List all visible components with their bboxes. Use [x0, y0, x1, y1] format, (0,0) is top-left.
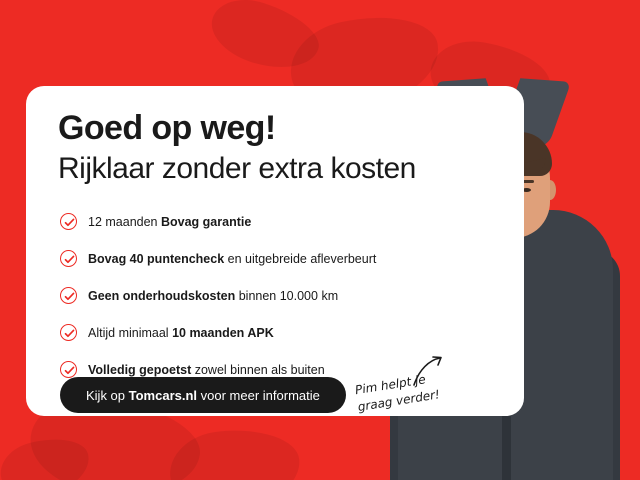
feature-text: Altijd minimaal 10 maanden APK [88, 325, 274, 340]
background-pattern-shape [203, 0, 326, 81]
feature-text: Volledig gepoetst zowel binnen als buiten [88, 362, 325, 377]
check-circle-icon [60, 250, 77, 267]
list-item [60, 317, 480, 348]
content-card [26, 86, 524, 416]
headline-secondary: Rijklaar zonder extra kosten [58, 151, 416, 185]
check-circle-icon [60, 324, 77, 341]
check-circle-icon [60, 361, 77, 378]
headline-primary: Goed op weg! [58, 109, 276, 147]
feature-text: Bovag 40 puntencheck en uitgebreide afleverbeurt [88, 251, 377, 266]
background-pattern-shape [0, 430, 95, 480]
list-item [60, 280, 480, 311]
more-info-button[interactable]: Kijk op Tomcars.nl voor meer informatie [60, 377, 346, 413]
list-item [60, 206, 480, 237]
feature-text: 12 maanden Bovag garantie [88, 214, 252, 229]
check-circle-icon [60, 213, 77, 230]
headline-block [58, 110, 488, 187]
background-pattern-shape [166, 423, 304, 480]
feature-text: Geen onderhoudskosten binnen 10.000 km [88, 288, 339, 303]
list-item [60, 243, 480, 274]
check-circle-icon [60, 287, 77, 304]
handwritten-note: Pim helpt je graag verder! [354, 372, 441, 415]
